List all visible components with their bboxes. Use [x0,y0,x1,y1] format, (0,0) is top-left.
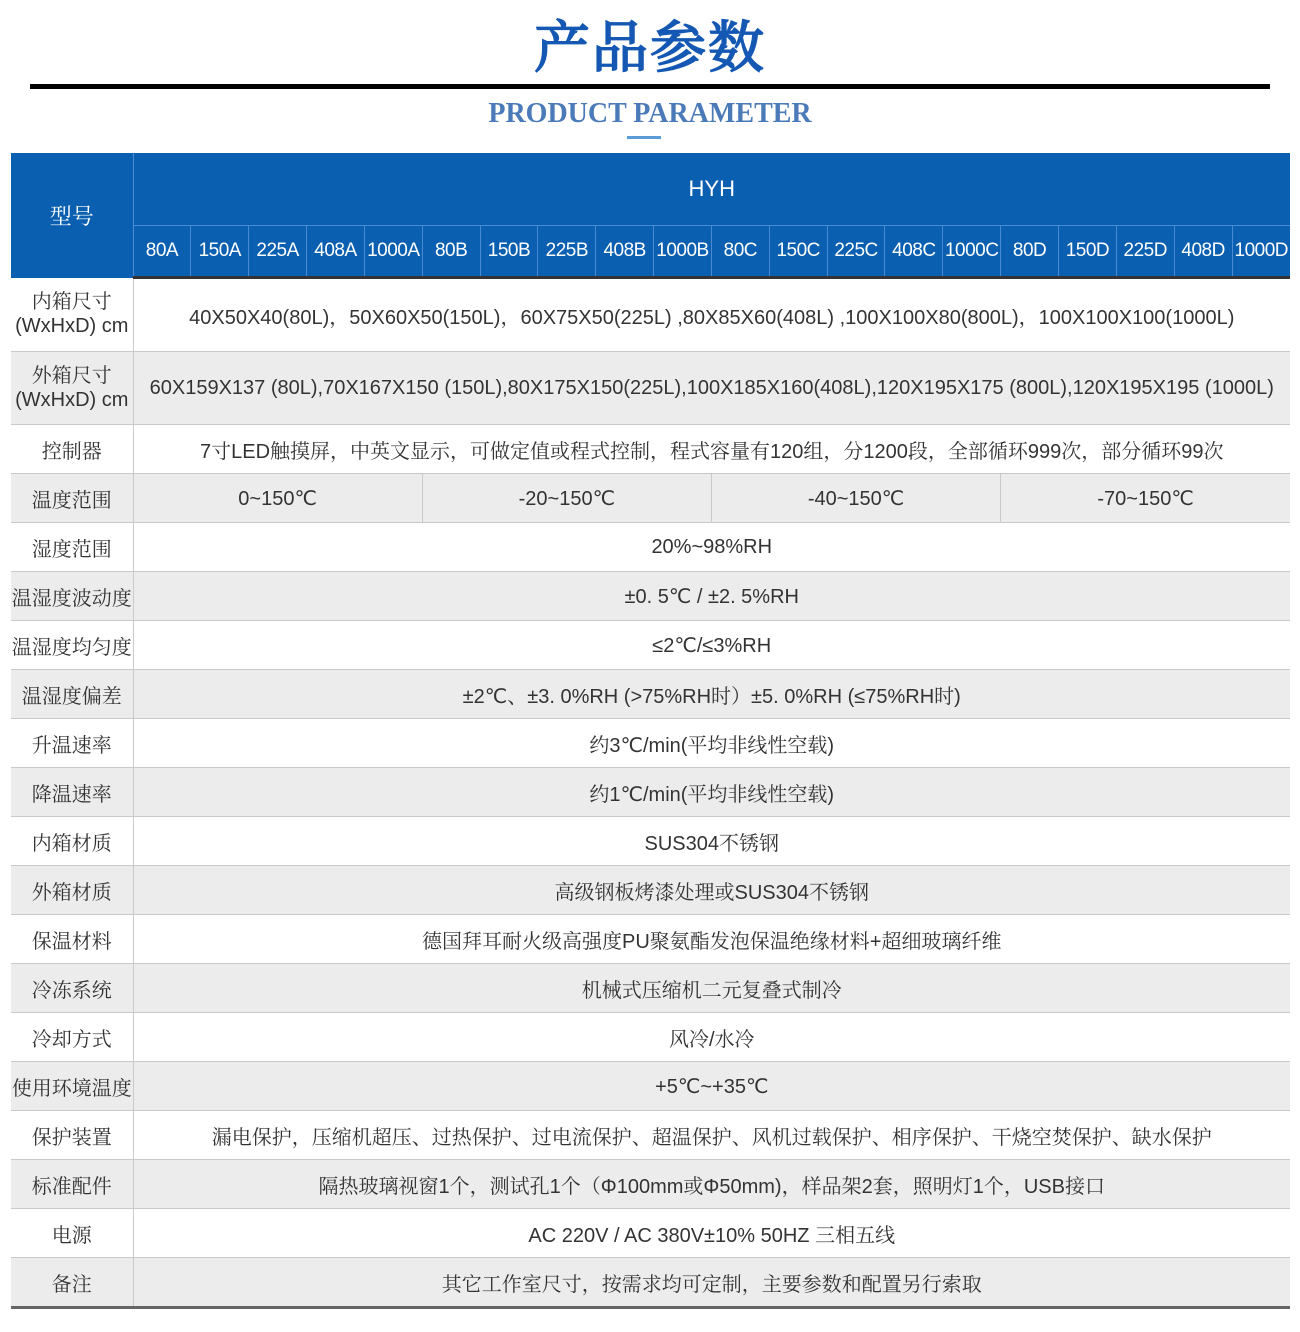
row-label: 外箱材质 [11,866,133,915]
model-150d: 150D [1059,226,1117,278]
temp-range-cell: -20~150℃ [422,474,711,523]
subtitle-underline [627,136,661,139]
row-label: 升温速率 [11,719,133,768]
model-225c: 225C [827,226,885,278]
model-150a: 150A [191,226,249,278]
model-225d: 225D [1116,226,1174,278]
table-row [11,1258,1290,1308]
row-value: AC 220V / AC 380V±10% 50HZ 三相五线 [133,1209,1290,1258]
table-row [11,817,1290,866]
model-1000c: 1000C [943,226,1001,278]
row-label: 保温材料 [11,915,133,964]
table-row [11,915,1290,964]
row-label: 标准配件 [11,1160,133,1209]
model-80d: 80D [1001,226,1059,278]
parameter-table [11,153,1290,1309]
row-label: 冷冻系统 [11,964,133,1013]
row-value: 60X159X137 (80L),70X167X150 (150L),80X175X150(225L),100X185X160(408L),120X195X175 (800L),120X195X195 (1000L) [133,352,1290,425]
table-row [11,523,1290,572]
table-row [11,572,1290,621]
table-row [11,352,1290,425]
row-value: 风冷/水冷 [133,1013,1290,1062]
row-label: 温湿度均匀度 [11,621,133,670]
row-value: ≤2℃/≤3%RH [133,621,1290,670]
row-value: 20%~98%RH [133,523,1290,572]
row-label: 湿度范围 [11,523,133,572]
temp-range-cell: 0~150℃ [133,474,422,523]
table-row [11,964,1290,1013]
row-label: 温湿度偏差 [11,670,133,719]
title-divider [30,84,1270,89]
row-value: ±2℃、±3. 0%RH (>75%RH时）±5. 0%RH (≤75%RH时) [133,670,1290,719]
row-value: ±0. 5℃ / ±2. 5%RH [133,572,1290,621]
header-row-series [11,153,1290,226]
model-408d: 408D [1174,226,1232,278]
model-1000d: 1000D [1232,226,1290,278]
table-row [11,1062,1290,1111]
row-label: 使用环境温度 [11,1062,133,1111]
row-label: 温湿度波动度 [11,572,133,621]
model-80b: 80B [422,226,480,278]
page-title: 产品参数 [534,16,766,81]
model-408b: 408B [596,226,654,278]
temp-range-cell: -70~150℃ [1001,474,1290,523]
row-label-line: 内箱尺寸 [31,291,112,314]
row-label-line: 外箱尺寸 [31,365,112,387]
table-row [11,670,1290,719]
row-label [11,352,133,425]
table-row [11,474,1290,523]
table-row [11,278,1290,352]
series-name: HYH [133,153,1290,226]
row-label: 温度范围 [11,474,133,523]
model-225a: 225A [249,226,307,278]
table-row [11,866,1290,915]
model-150b: 150B [480,226,538,278]
row-value: 高级钢板烤漆处理或SUS304不锈钢 [133,866,1290,915]
table-row [11,1013,1290,1062]
model-label: 型号 [11,153,133,278]
model-408c: 408C [885,226,943,278]
table-row [11,719,1290,768]
table-row [11,768,1290,817]
table-row [11,1209,1290,1258]
table-row [11,1111,1290,1160]
row-label: 降温速率 [11,768,133,817]
table-row [11,621,1290,670]
row-value: 机械式压缩机二元复叠式制冷 [133,964,1290,1013]
model-80c: 80C [711,226,769,278]
row-value: 隔热玻璃视窗1个，测试孔1个（Φ100mm或Φ50mm)，样品架2套，照明灯1个，USB接口 [133,1160,1290,1209]
page-subtitle: PRODUCT PARAMETER [488,98,812,129]
row-label: 内箱材质 [11,817,133,866]
row-value: 约3℃/min(平均非线性空载) [133,719,1290,768]
row-value: 其它工作室尺寸，按需求均可定制，主要参数和配置另行索取 [133,1258,1290,1308]
row-label: 备注 [11,1258,133,1308]
row-label [11,278,133,352]
row-label-unit: (WxHxD) cm [15,315,129,338]
model-1000b: 1000B [654,226,712,278]
model-408a: 408A [307,226,365,278]
model-80a: 80A [133,226,191,278]
row-label: 控制器 [11,425,133,474]
model-150c: 150C [769,226,827,278]
model-225b: 225B [538,226,596,278]
row-label-unit: (WxHxD) cm [15,389,129,411]
row-label: 冷却方式 [11,1013,133,1062]
table-row [11,425,1290,474]
model-1000a: 1000A [364,226,422,278]
row-value: 漏电保护，压缩机超压、过热保护、过电流保护、超温保护、风机过载保护、相序保护、干烧空焚保护、缺水保护 [133,1111,1290,1160]
row-value: +5℃~+35℃ [133,1062,1290,1111]
row-label: 保护装置 [11,1111,133,1160]
row-label: 电源 [11,1209,133,1258]
row-value: SUS304不锈钢 [133,817,1290,866]
table-row [11,1160,1290,1209]
row-value: 40X50X40(80L)，50X60X50(150L)，60X75X50(225L) ,80X85X60(408L) ,100X100X80(800L)，100X100X100(1000L) [133,278,1290,352]
row-value: 7寸LED触摸屏，中英文显示，可做定值或程式控制，程式容量有120组，分1200段，全部循环999次，部分循环99次 [133,425,1290,474]
header-row-models [11,226,1290,278]
temp-range-cell: -40~150℃ [711,474,1000,523]
row-value: 约1℃/min(平均非线性空载) [133,768,1290,817]
row-value: 德国拜耳耐火级高强度PU聚氨酯发泡保温绝缘材料+超细玻璃纤维 [133,915,1290,964]
